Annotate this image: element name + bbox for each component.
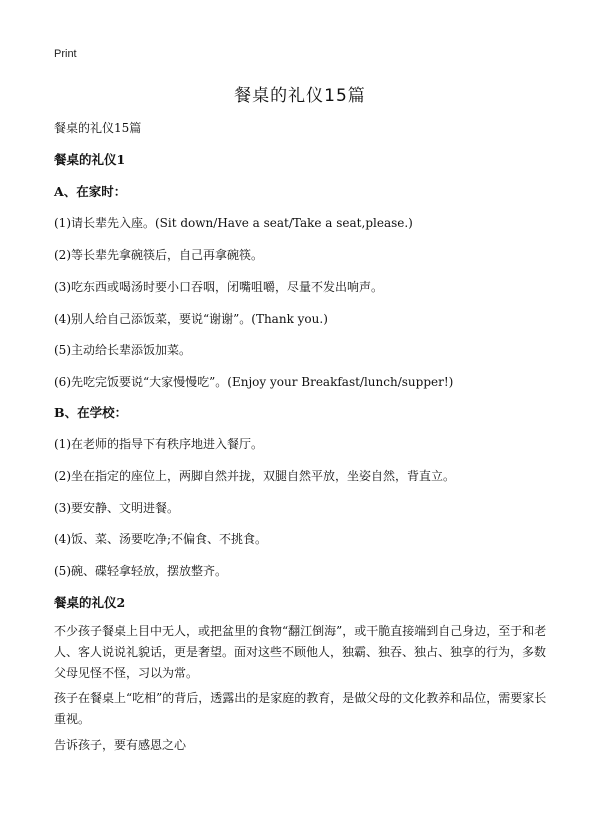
- subsection-heading-home: A、在家时：: [54, 184, 127, 199]
- list-item: (5)碗、碟轻拿轻放，摆放整齐。: [54, 564, 227, 578]
- subsection-heading-school: B、在学校：: [54, 405, 128, 420]
- paragraph: 孩子在餐桌上“吃相”的背后，透露出的是家庭的教育，是做父母的文化教养和品位，需要家长重视。: [54, 691, 547, 726]
- list-item: (4)饭、菜、汤要吃净;不偏食、不挑食。: [54, 532, 268, 546]
- list-item: (2)等长辈先拿碗筷后，自己再拿碗筷。: [54, 248, 263, 262]
- document-subtitle: 餐桌的礼仪15篇: [54, 121, 142, 135]
- page-title: 餐桌的礼仪15篇: [234, 86, 366, 106]
- paragraph: 告诉孩子，要有感恩之心: [54, 738, 187, 752]
- list-item: (1)请长辈先入座。(Sit down/Have a seat/Take a seat,please.): [54, 216, 413, 230]
- list-item: (3)要安静、文明进餐。: [54, 501, 179, 515]
- print-link[interactable]: Print: [54, 48, 77, 60]
- list-item: (6)先吃完饭要说“大家慢慢吃”。(Enjoy your Breakfast/lunch/supper!): [54, 375, 454, 389]
- list-item: (3)吃东西或喝汤时要小口吞咽，闭嘴咀嚼，尽量不发出响声。: [54, 280, 384, 294]
- paragraph: 不少孩子餐桌上目中无人，或把盆里的食物“翻江倒海”，或干脆直接端到自己身边，至于和老人、客人说说礼貌话，更是奢望。面对这些不顾他人，独霸、独吞、独占、独享的行为，多数父母见怪不怪，习以为常。: [54, 624, 547, 680]
- list-item: (4)别人给自己添饭菜，要说“谢谢”。(Thank you.): [54, 312, 328, 326]
- list-item: (2)坐在指定的座位上，两脚自然并拢，双腿自然平放，坐姿自然，背直立。: [54, 469, 456, 483]
- section-heading: 餐桌的礼仪1: [54, 152, 126, 167]
- list-item: (1)在老师的指导下有秩序地进入餐厅。: [54, 437, 263, 451]
- list-item: (5)主动给长辈添饭加菜。: [54, 343, 191, 357]
- section-heading: 餐桌的礼仪2: [54, 595, 126, 610]
